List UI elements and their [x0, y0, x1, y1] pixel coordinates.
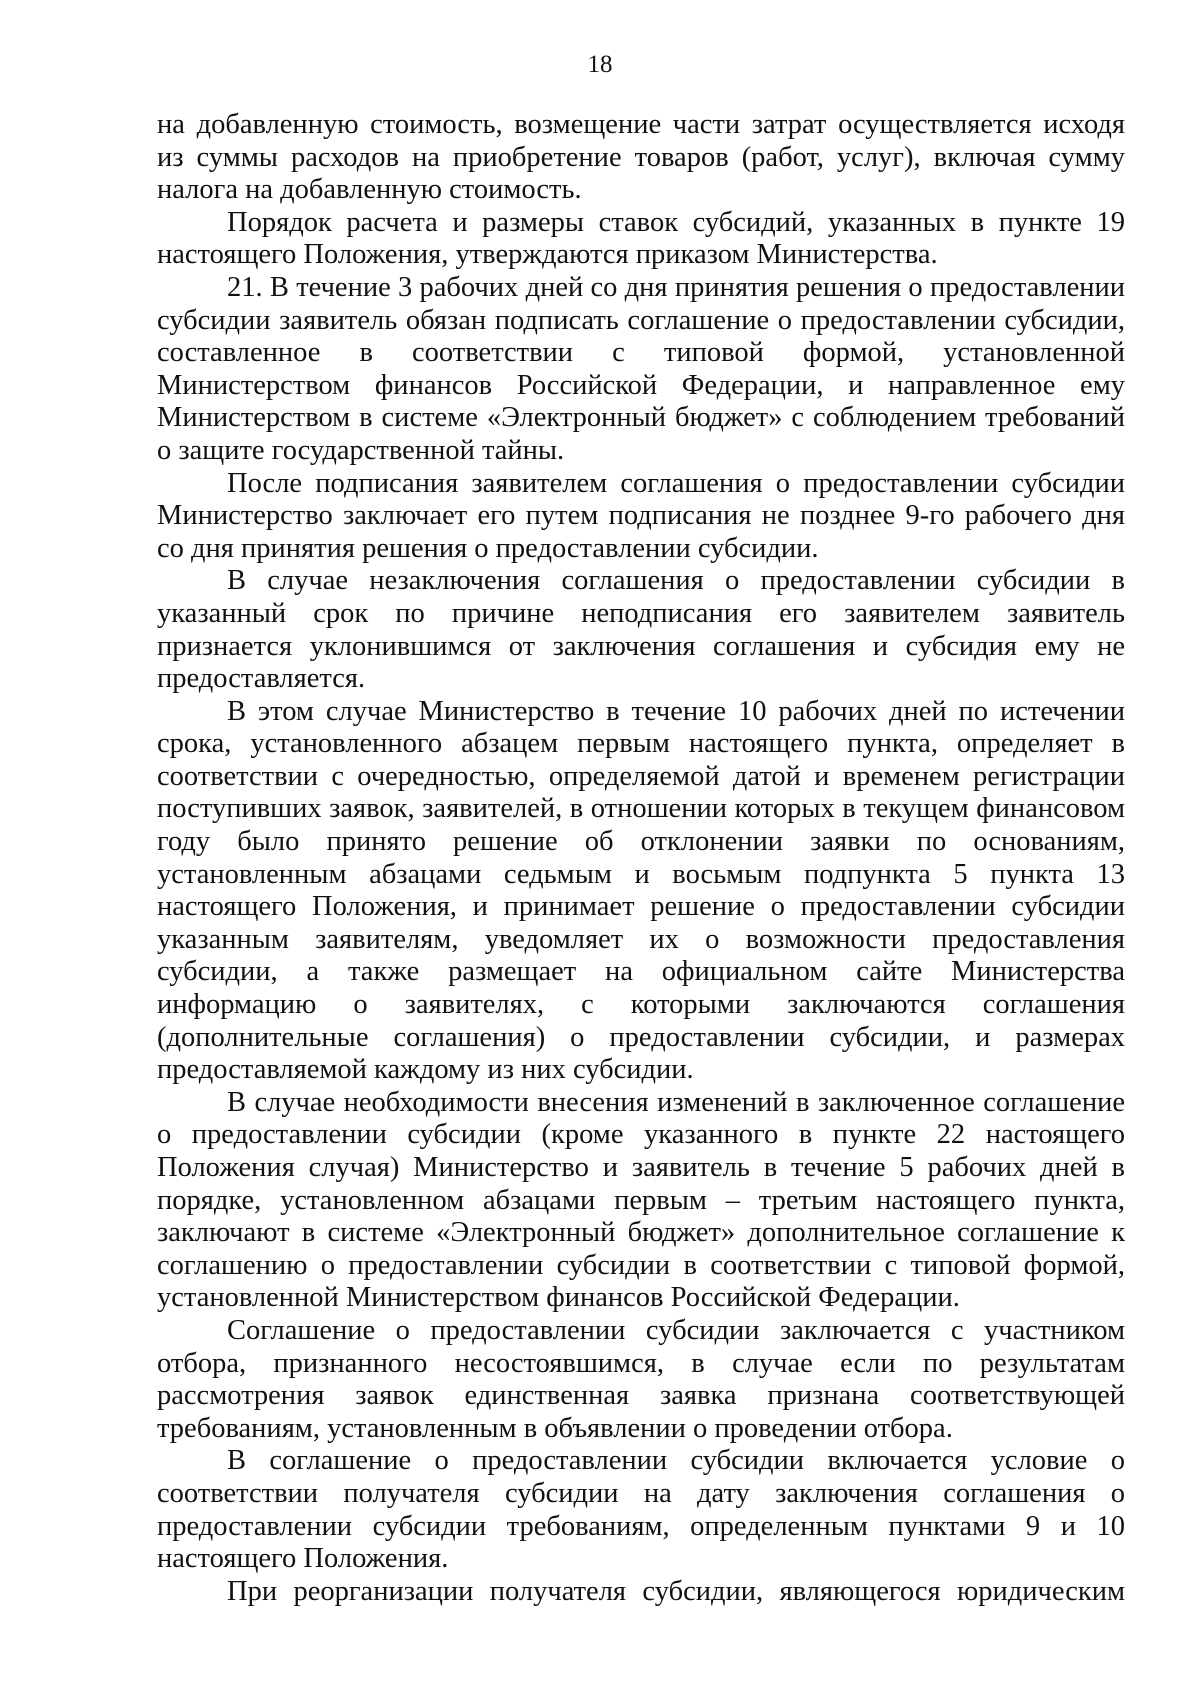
paragraph-ministry-procedure: В этом случае Министерство в течение 10 рабочих дней по истечении срока, установленного абзацем первым настоящего пункта, определяет в соответствии с очередностью, определяемой датой и временем регистрации поступивших заявок, заявителей, в отношении которых в текущем финансовом году было принято решение об отклонении заявки по основаниям, установленным абзацами седьмым и восьмым подпункта 5 пункта 13 настоящего Положения, и принимает решение о предоставлении субсидии указанным заявителям, уведомляет их о возможности предоставления субсидии, а также размещает на официальном сайте Министерства информацию о заявителях, с которыми заключаются соглашения (дополнительные соглашения) о предоставлении субсидии, и размерах предоставляемой каждому из них субсидии. [157, 695, 1125, 1086]
paragraph-compliance-condition: В соглашение о предоставлении субсидии включается условие о соответствии получателя субсидии на дату заключения соглашения о предоставлении субсидии требованиям, определенным пунктами 9 и 10 настоящего Положения. [157, 1445, 1125, 1575]
paragraph-non-conclusion: В случае незаключения соглашения о предоставлении субсидии в указанный срок по причине неподписания его заявителем заявитель признается уклонившимся от заключения соглашения и субсидия ему не предоставляется. [157, 565, 1125, 695]
document-body [157, 109, 1125, 1608]
paragraph-amendments: В случае необходимости внесения изменений в заключенное соглашение о предоставлении субсидии (кроме указанного в пункте 22 настоящего Положения случая) Министерство и заявитель в течение 5 рабочих дней в порядке, установленном абзацами первым – третьим настоящего пункта, заключают в системе «Электронный бюджет» дополнительное соглашение к соглашению о предоставлении субсидии в соответствии с типовой формой, установленной Министерством финансов Российской Федерации. [157, 1086, 1125, 1314]
paragraph-reorganization: При реорганизации получателя субсидии, являющегося юридическим [227, 1575, 1125, 1607]
paragraph-item-21: 21. В течение 3 рабочих дней со дня принятия решения о предоставлении субсидии заявитель обязан подписать соглашение о предоставлении субсидии, составленное в соответствии с типовой формой, установленной Министерством финансов Российской Федерации, и направленное ему Министерством в системе «Электронный бюджет» с соблюдением требований о защите государственной тайны. [157, 271, 1125, 466]
paragraph-signing: После подписания заявителем соглашения о предоставлении субсидии Министерство заключает его путем подписания не позднее 9-го рабочего дня со дня принятия решения о предоставлении субсидии. [157, 467, 1125, 564]
paragraph-continuation: на добавленную стоимость, возмещение части затрат осуществляется исходя из суммы расходов на приобретение товаров (работ, услуг), включая сумму налога на добавленную стоимость. [157, 109, 1125, 206]
paragraph-subsidy-rates: Порядок расчета и размеры ставок субсидий, указанных в пункте 19 настоящего Положения, утверждаются приказом Министерства. [157, 206, 1125, 271]
page-number: 18 [587, 51, 613, 78]
paragraph-single-participant: Соглашение о предоставлении субсидии заключается с участником отбора, признанного несостоявшимся, в случае если по результатам рассмотрения заявок единственная заявка признана соответствующей требованиям, установленным в объявлении о проведении отбора. [157, 1314, 1125, 1444]
